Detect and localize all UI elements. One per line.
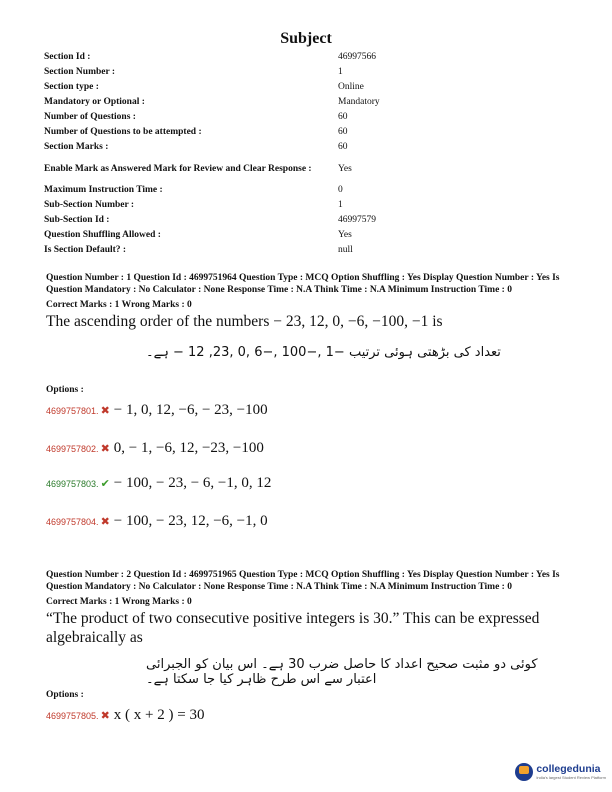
option-row[interactable] [46,440,264,457]
option-row[interactable] [46,475,271,492]
info-row [44,243,564,258]
question-header: Question Number : 2 Question Id : 4699751965 Question Type : MCQ Option Shuffling : Yes Display Question Number : Yes Is Question Mandatory : No Calculator : None Response Time : N.A Think Time : N.A Minimum Instruction Time : 0 [46,570,560,592]
option-id: 4699757803. [46,478,99,489]
wrong-mark-icon: ✖ [100,515,110,528]
page-title: Subject [280,30,332,47]
question-text-urdu: تعداد کی بڑھتی ہوئی ترتیب −1 ,−100 ,−6 ,0 ,23, 12 − ہے۔ [146,345,501,360]
brand-logo [515,763,606,781]
option-id: 4699757805. [46,710,99,721]
question-marks: Correct Marks : 1 Wrong Marks : 0 [46,597,192,607]
info-row [44,95,564,110]
info-key: Sub-Section Number : [44,200,135,210]
option-row[interactable] [46,402,268,419]
brand-name: collegedunia [536,763,601,775]
question-text-urdu: کوئی دو مثبت صحیح اعداد کا حاصل ضرب 30 ہے۔ اس بیان کو الجبرائی اعتبار سے اس طرح ظاہر کیا جا سکتا ہے۔ [146,657,538,687]
question-marks: Correct Marks : 1 Wrong Marks : 0 [46,300,192,310]
info-value: 0 [338,185,343,195]
info-value: 60 [338,142,348,152]
info-row [44,228,564,243]
info-key: Mandatory or Optional : [44,97,145,107]
info-value: 46997566 [338,52,376,62]
option-text: − 100, − 23, 12, −6, −1, 0 [113,513,268,529]
info-row [44,110,564,125]
option-text: − 100, − 23, − 6, −1, 0, 12 [113,475,272,491]
info-key: Is Section Default? : [44,245,127,255]
info-key: Section Marks : [44,142,109,152]
option-text: x ( x + 2 ) = 30 [113,707,205,723]
info-key: Number of Questions to be attempted : [44,127,202,137]
info-row [44,156,564,182]
option-id: 4699757801. [46,405,99,416]
info-key: Question Shuffling Allowed : [44,230,161,240]
info-key: Enable Mark as Answered Mark for Review and Clear Response : [44,164,312,174]
question-text: The ascending order of the numbers − 23, 12, 0, −6, −100, −1 is [46,313,443,330]
question-text: “The product of two consecutive positive integers is 30.” This can be expressed algebraically as [46,610,540,646]
info-value: 60 [338,112,348,122]
info-value: 60 [338,127,348,137]
question-2 [46,570,566,687]
info-value: Yes [338,164,352,174]
info-value: Yes [338,230,352,240]
option-row[interactable] [46,513,268,530]
option-text: − 1, 0, 12, −6, − 23, −100 [113,402,268,418]
option-text: 0, − 1, −6, 12, −23, −100 [113,440,264,456]
section-info-table [44,50,564,258]
info-row [44,183,564,198]
question-header: Question Number : 1 Question Id : 4699751964 Question Type : MCQ Option Shuffling : Yes Display Question Number : Yes Is Question Mandatory : No Calculator : None Response Time : N.A Think Time : N.A Minimum Instruction Time : 0 [46,273,560,295]
info-key: Section Number : [44,67,116,77]
info-value: Online [338,82,364,92]
info-row [44,80,564,95]
info-row [44,125,564,140]
options-label: Options : [46,385,84,395]
info-value: 1 [338,200,343,210]
options-label: Options : [46,690,84,700]
info-value: 1 [338,67,343,77]
brand-badge-icon [515,763,533,781]
option-id: 4699757804. [46,516,99,527]
info-key: Sub-Section Id : [44,215,110,225]
check-mark-icon: ✔ [100,477,110,490]
info-key: Section Id : [44,52,91,62]
question-1 [46,273,566,360]
info-row [44,50,564,65]
info-key: Maximum Instruction Time : [44,185,163,195]
info-value: 46997579 [338,215,376,225]
wrong-mark-icon: ✖ [100,404,110,417]
wrong-mark-icon: ✖ [100,709,110,722]
brand-tagline: India's largest Student Review Platform [536,775,606,780]
option-id: 4699757802. [46,443,99,454]
option-row[interactable] [46,707,204,724]
info-row [44,198,564,213]
info-key: Section type : [44,82,99,92]
info-row [44,140,564,155]
info-value: null [338,245,353,255]
info-value: Mandatory [338,97,380,107]
wrong-mark-icon: ✖ [100,442,110,455]
info-row [44,213,564,228]
info-key: Number of Questions : [44,112,136,122]
info-row [44,65,564,80]
